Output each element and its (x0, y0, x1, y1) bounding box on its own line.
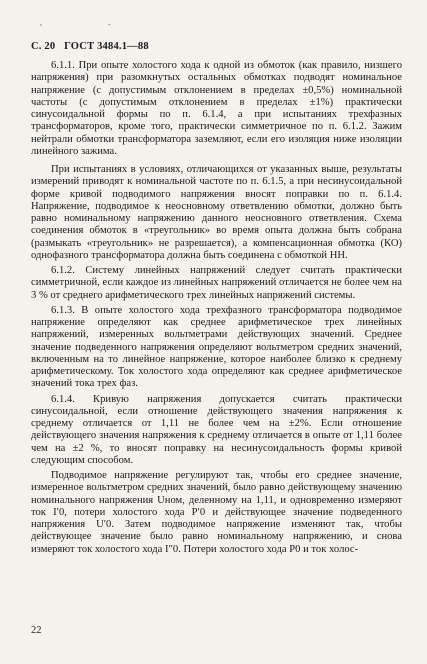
scan-speck: , (40, 18, 42, 27)
paragraph-conditions: При испытаниях в условиях, отличающихся от указанных выше, результаты измерений приводят к номинальной частоте по п. 6.1.5, а при несинусоидальной форме кривой подводимого напряжения вносят поправки по п. 6.1.4. Напряжение, подводимое к неосновному ответвлению обмотки, должно быть равно номинальному напряжению данного неосновного ответвления. Схема соединения обмоток в «треугольник» во время опыта должна быть собрана (размыкать «треугольник» не разрешается), а компенсационная обмотка (КО) однофазного трансформатора должна быть соединена с обмоткой НН. (31, 164, 402, 261)
paragraph-6-1-2: 6.1.2. Систему линейных напряжений следует считать практически симметричной, если каждое из линейных напряжений отличается не более чем на 3 % от среднего арифметического трех линейных напряжений системы. (31, 265, 402, 301)
scan-speck: - (108, 20, 111, 29)
body-text (31, 60, 402, 559)
paragraph-6-1-4: 6.1.4. Кривую напряжения допускается считать практически синусоидальной, если отношение действующего значения напряжения к среднему отличается от 1,11 не более чем на ±2%. Если отношение действующего значения напряжения к среднему отличается в опыте от 1,11 более чем на ±2 %, то вносят поправку на несинусоидальность формы кривой следующим способом. (31, 393, 402, 466)
page-number: 22 (31, 625, 42, 636)
paragraph-6-1-3: 6.1.3. В опыте холостого хода трехфазного трансформатора подводимое напряжение определяют как среднее арифметическое трех линейных напряжений, измеренных вольтметрами действующих значений. Среднее значение подведенного напряжения определяют вольтметром средних значений, включенным на то линейное напряжение, которое наиболее близко к среднему арифметическому. Ток холостого хода определяют как среднее арифметическое значений тока трех фаз. (31, 304, 402, 390)
paragraph-voltage-regulation: Подводимое напряжение регулируют так, чтобы его среднее значение, измеренное вольтметром средних значений, было равно действующему значению номинального напряжения Uном, деленному на 1,11, и одновременно измеряют ток I′0, потери холостого хода P′0 и действующее значение подведенного напряжения U′0. Затем подводимое напряжение изменяют так, чтобы действующее значение было равно номинальному напряжению, и снова измеряют ток холостого хода I″0. Потери холостого хода P0 и ток холос- (31, 470, 402, 555)
paragraph-6-1-1: 6.1.1. При опыте холостого хода к одной из обмоток (как правило, низшего напряжения) при разомкнутых остальных обмотках подводят номинальное напряжение (с допустимым отклонением в пределах ±0,5%) номинальной частоты (с допустимым отклонением в пределах ±1%) практически синусоидальной формы по п. 6.1.4, а при испытаниях трехфазных трансформаторов, кроме того, практически симметричное по п. 6.1.2. Зажим нейтрали обмотки трансформатора заземляют, если его изоляция ниже изоляции линейного зажима. (31, 60, 402, 157)
standard-number: ГОСТ 3484.1—88 (64, 41, 149, 52)
page-code: С. 20 (31, 41, 56, 52)
page-header (31, 41, 155, 52)
